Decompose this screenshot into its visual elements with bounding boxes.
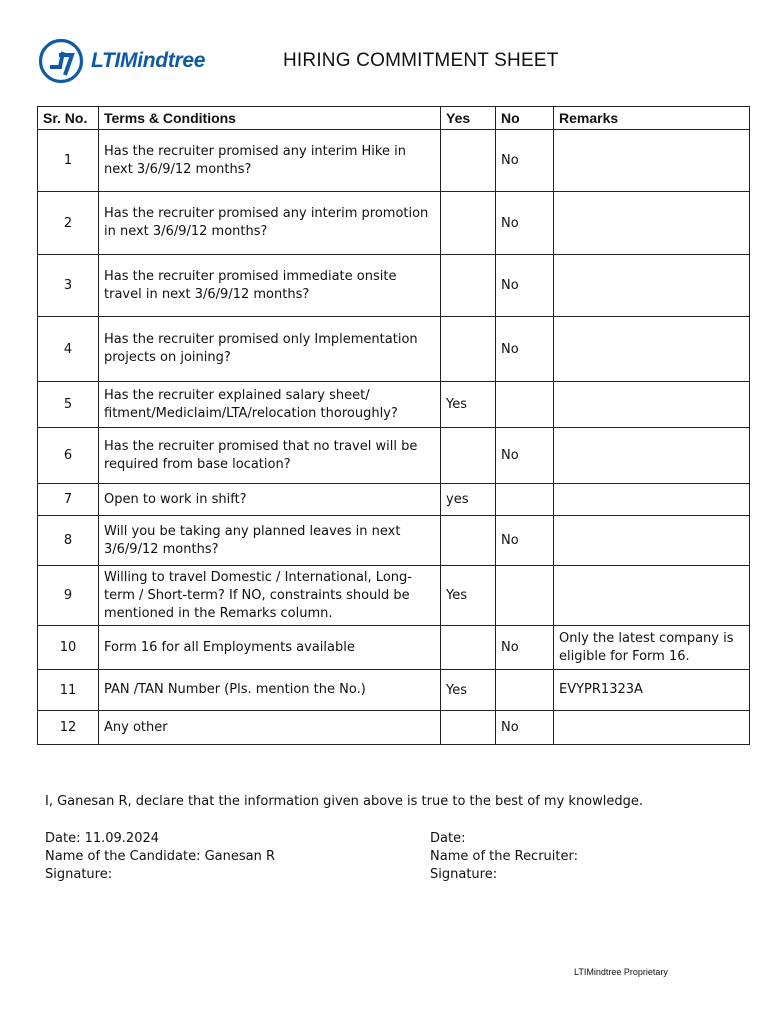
footer-proprietary: LTIMindtree Proprietary — [574, 967, 668, 977]
candidate-block — [45, 830, 275, 884]
sr-no-cell: 3 — [38, 255, 99, 317]
yes-cell: Yes — [441, 670, 496, 711]
col-header-remarks: Remarks — [554, 107, 750, 130]
sr-no-cell: 10 — [38, 626, 99, 670]
sr-no-cell: 12 — [38, 711, 99, 745]
remarks-cell — [554, 484, 750, 516]
logo-text: LTIMindtree — [91, 49, 206, 72]
yes-cell — [441, 317, 496, 382]
terms-cell: Has the recruiter promised only Implementation projects on joining? — [99, 317, 441, 382]
terms-cell: Form 16 for all Employments available — [99, 626, 441, 670]
yes-cell — [441, 516, 496, 566]
table-row — [38, 516, 750, 566]
yes-cell — [441, 130, 496, 192]
yes-cell — [441, 428, 496, 484]
terms-cell: Willing to travel Domestic / International, Long-term / Short-term? If NO, constraints should be mentioned in the Remarks column. — [99, 566, 441, 626]
sr-no-cell: 7 — [38, 484, 99, 516]
sr-no-cell: 8 — [38, 516, 99, 566]
table-row — [38, 192, 750, 255]
sr-no-cell: 5 — [38, 382, 99, 428]
remarks-cell: Only the latest company is eligible for Form 16. — [554, 626, 750, 670]
remarks-cell: EVYPR1323A — [554, 670, 750, 711]
table-row — [38, 484, 750, 516]
sr-no-cell: 2 — [38, 192, 99, 255]
yes-cell — [441, 255, 496, 317]
page-title: HIRING COMMITMENT SHEET — [283, 50, 559, 71]
no-cell: No — [496, 516, 554, 566]
terms-cell: Open to work in shift? — [99, 484, 441, 516]
table-row — [38, 566, 750, 626]
table-row — [38, 428, 750, 484]
remarks-cell — [554, 192, 750, 255]
sr-no-cell: 6 — [38, 428, 99, 484]
no-cell — [496, 566, 554, 626]
table-row — [38, 130, 750, 192]
terms-cell: Any other — [99, 711, 441, 745]
table-row — [38, 711, 750, 745]
remarks-cell — [554, 255, 750, 317]
yes-cell: Yes — [441, 382, 496, 428]
sr-no-cell: 4 — [38, 317, 99, 382]
yes-cell — [441, 711, 496, 745]
no-cell: No — [496, 428, 554, 484]
recruiter-block — [430, 830, 578, 884]
terms-cell: Has the recruiter promised immediate onsite travel in next 3/6/9/12 months? — [99, 255, 441, 317]
yes-cell: Yes — [441, 566, 496, 626]
recruiter-signature: Signature: — [430, 867, 498, 882]
col-header-sr-no: Sr. No. — [38, 107, 99, 130]
yes-cell — [441, 192, 496, 255]
no-cell: No — [496, 130, 554, 192]
table-row — [38, 317, 750, 382]
sr-no-cell: 1 — [38, 130, 99, 192]
remarks-cell — [554, 130, 750, 192]
sr-no-cell: 9 — [38, 566, 99, 626]
recruiter-date: Date: — [430, 831, 466, 846]
col-header-yes: Yes — [441, 107, 496, 130]
terms-cell: PAN /TAN Number (Pls. mention the No.) — [99, 670, 441, 711]
table-header-row — [38, 107, 750, 130]
no-cell: No — [496, 317, 554, 382]
terms-cell: Will you be taking any planned leaves in next 3/6/9/12 months? — [99, 516, 441, 566]
table-row — [38, 255, 750, 317]
yes-cell — [441, 626, 496, 670]
terms-cell: Has the recruiter explained salary sheet/ fitment/Mediclaim/LTA/relocation thoroughly? — [99, 382, 441, 428]
lt-logo-icon — [38, 38, 84, 84]
no-cell: No — [496, 192, 554, 255]
col-header-terms: Terms & Conditions — [99, 107, 441, 130]
company-logo — [38, 38, 205, 84]
terms-cell: Has the recruiter promised any interim promotion in next 3/6/9/12 months? — [99, 192, 441, 255]
recruiter-name: Name of the Recruiter: — [430, 849, 578, 864]
remarks-cell — [554, 516, 750, 566]
declaration-text: I, Ganesan R, declare that the information given above is true to the best of my knowledge. — [45, 794, 644, 809]
remarks-cell — [554, 566, 750, 626]
terms-cell: Has the recruiter promised that no travel will be required from base location? — [99, 428, 441, 484]
candidate-name: Name of the Candidate: Ganesan R — [45, 849, 276, 864]
table-row — [38, 626, 750, 670]
table-row — [38, 382, 750, 428]
commitment-table — [37, 106, 750, 745]
yes-cell: yes — [441, 484, 496, 516]
remarks-cell — [554, 428, 750, 484]
remarks-cell — [554, 382, 750, 428]
terms-cell: Has the recruiter promised any interim Hike in next 3/6/9/12 months? — [99, 130, 441, 192]
no-cell — [496, 484, 554, 516]
remarks-cell — [554, 711, 750, 745]
remarks-cell — [554, 317, 750, 382]
sr-no-cell: 11 — [38, 670, 99, 711]
table-row — [38, 670, 750, 711]
candidate-date: Date: 11.09.2024 — [45, 831, 160, 846]
no-cell: No — [496, 711, 554, 745]
no-cell: No — [496, 255, 554, 317]
no-cell: No — [496, 626, 554, 670]
col-header-no: No — [496, 107, 554, 130]
no-cell — [496, 382, 554, 428]
no-cell — [496, 670, 554, 711]
candidate-signature: Signature: — [45, 867, 113, 882]
